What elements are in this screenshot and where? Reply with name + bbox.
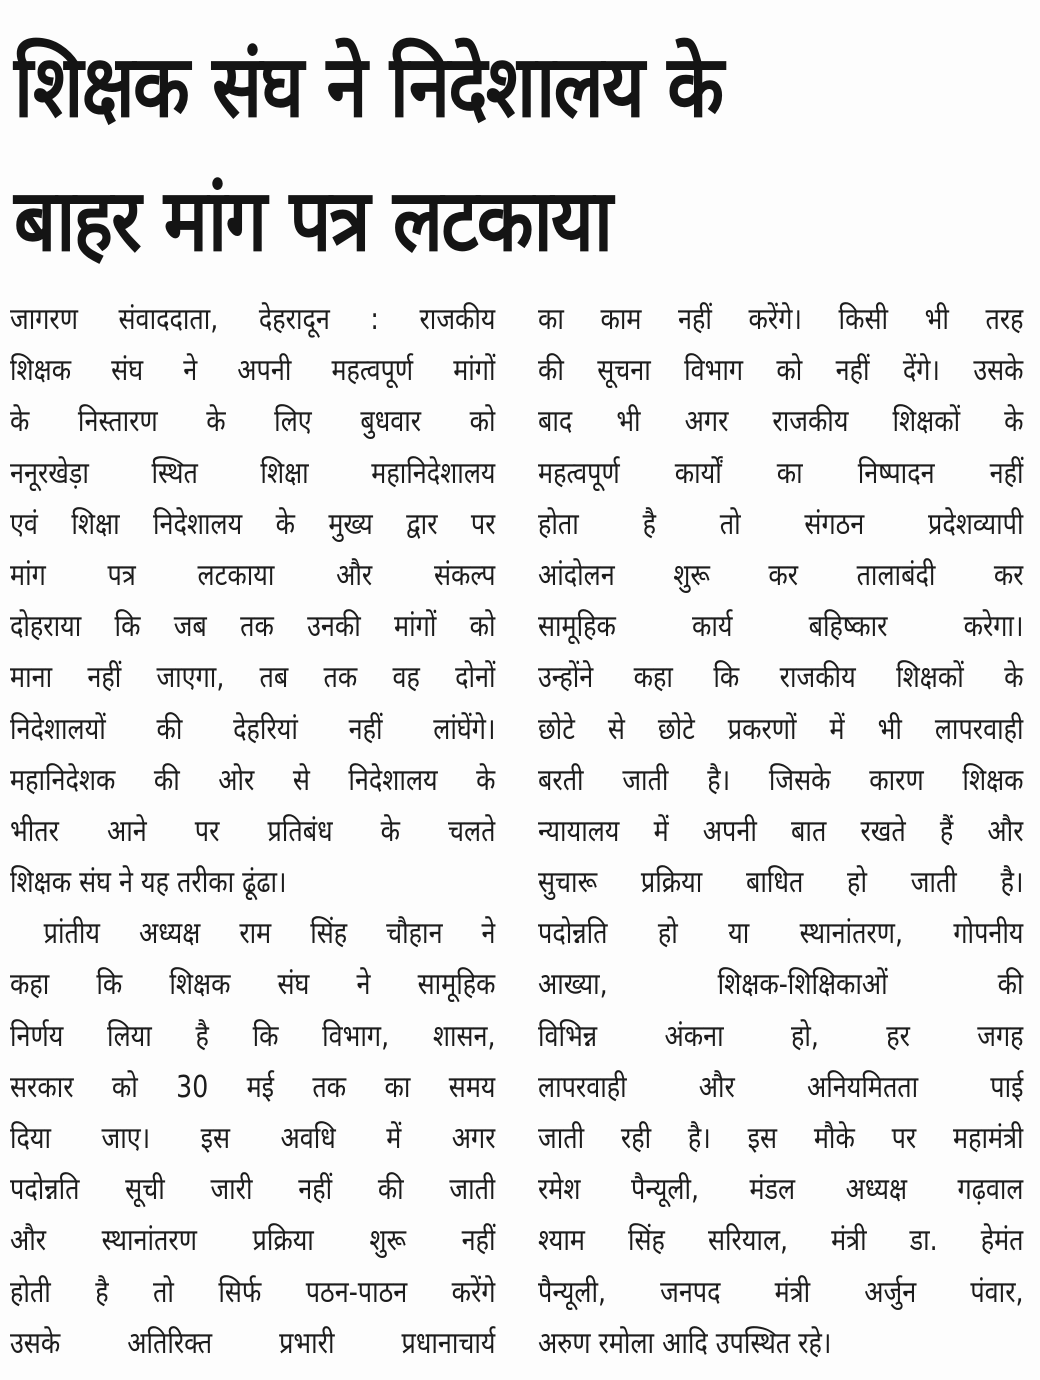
text-line: छोटे से छोटे प्रकरणों में भी लापरवाही (538, 711, 1024, 747)
text-line: होता है तो संगठन प्रदेशव्यापी (538, 506, 1024, 542)
left-column (10, 294, 496, 1369)
text-line: महानिदेशक की ओर से निदेशालय के (10, 762, 496, 798)
text-line: दोहराया कि जब तक उनकी मांगों को (10, 609, 496, 645)
text-line: सुचारू प्रक्रिया बाधित हो जाती है। (538, 865, 1024, 901)
text-line: होती है तो सिर्फ पठन-पाठन करेंगे (10, 1274, 496, 1310)
text-line: लापरवाही और अनियमितता पाई (538, 1069, 1024, 1105)
text-line: बाद भी अगर राजकीय शिक्षकों के (538, 404, 1024, 440)
text-line: निदेशालयों की देहरियां नहीं लांघेंगे। (10, 711, 496, 747)
text-line: भीतर आने पर प्रतिबंध के चलते (10, 813, 496, 849)
text-line: विभिन्न अंकना हो, हर जगह (538, 1018, 1024, 1054)
text-line: जागरण संवाददाता, देहरादून : राजकीय (10, 302, 496, 337)
text-line: प्रांतीय अध्यक्ष राम सिंह चौहान ने (43, 916, 496, 952)
text-line: सामूहिक कार्य बहिष्कार करेगा। (538, 609, 1024, 645)
text-line: रमेश पैन्यूली, मंडल अध्यक्ष गढ़वाल (538, 1172, 1024, 1208)
text-line: का काम नहीं करेंगे। किसी भी तरह (538, 302, 1024, 337)
text-line: कहा कि शिक्षक संघ ने सामूहिक (10, 967, 496, 1003)
text-line: उसके अतिरिक्त प्रभारी प्रधानाचार्य (10, 1325, 496, 1361)
text-line: और स्थानांतरण प्रक्रिया शुरू नहीं (10, 1223, 496, 1259)
text-line: पदोन्नति सूची जारी नहीं की जाती (10, 1172, 496, 1208)
text-line: दिया जाए। इस अवधि में अगर (10, 1121, 496, 1156)
text-line: पैन्यूली, जनपद मंत्री अर्जुन पंवार, (538, 1274, 1024, 1310)
text-line: सरकार को 30 मई तक का समय (10, 1069, 496, 1105)
headline-line-1: शिक्षक संघ ने निदेशालय के (14, 37, 723, 137)
text-line: आख्या, शिक्षक-शिक्षिकाओं की (538, 967, 1024, 1003)
headline-line-2: बाहर मांग पत्र लटकाया (14, 171, 612, 271)
text-line: न्यायालय में अपनी बात रखते हैं और (538, 813, 1024, 849)
text-line: मांग पत्र लटकाया और संकल्प (10, 557, 496, 593)
text-line: की सूचना विभाग को नहीं देंगे। उसके (538, 353, 1024, 389)
text-line: माना नहीं जाएगा, तब तक वह दोनों (10, 660, 496, 696)
text-line: पदोन्नति हो या स्थानांतरण, गोपनीय (538, 916, 1024, 952)
article-body (8, 294, 1032, 1369)
text-line: आंदोलन शुरू कर तालाबंदी कर (538, 557, 1024, 593)
right-column (538, 294, 1024, 1369)
text-line: निर्णय लिया है कि विभाग, शासन, (10, 1018, 496, 1054)
text-line: बरती जाती है। जिसके कारण शिक्षक (538, 762, 1024, 798)
text-line: जाती रही है। इस मौके पर महामंत्री (538, 1121, 1024, 1156)
text-line: के निस्तारण के लिए बुधवार को (10, 404, 496, 440)
text-line: शिक्षक संघ ने अपनी महत्वपूर्ण मांगों (10, 353, 496, 389)
text-line: उन्होंने कहा कि राजकीय शिक्षकों के (538, 660, 1024, 696)
headline (14, 20, 1020, 288)
text-line: अरुण रमोला आदि उपस्थित रहे। (538, 1325, 832, 1361)
text-line: महत्वपूर्ण कार्यों का निष्पादन नहीं (538, 455, 1024, 491)
text-line: एवं शिक्षा निदेशालय के मुख्य द्वार पर (10, 506, 496, 542)
text-line: श्याम सिंह सरियाल, मंत्री डा. हेमंत (538, 1223, 1024, 1259)
text-line: शिक्षक संघ ने यह तरीका ढूंढा। (10, 865, 287, 901)
text-line: ननूरखेड़ा स्थित शिक्षा महानिदेशालय (10, 455, 496, 491)
